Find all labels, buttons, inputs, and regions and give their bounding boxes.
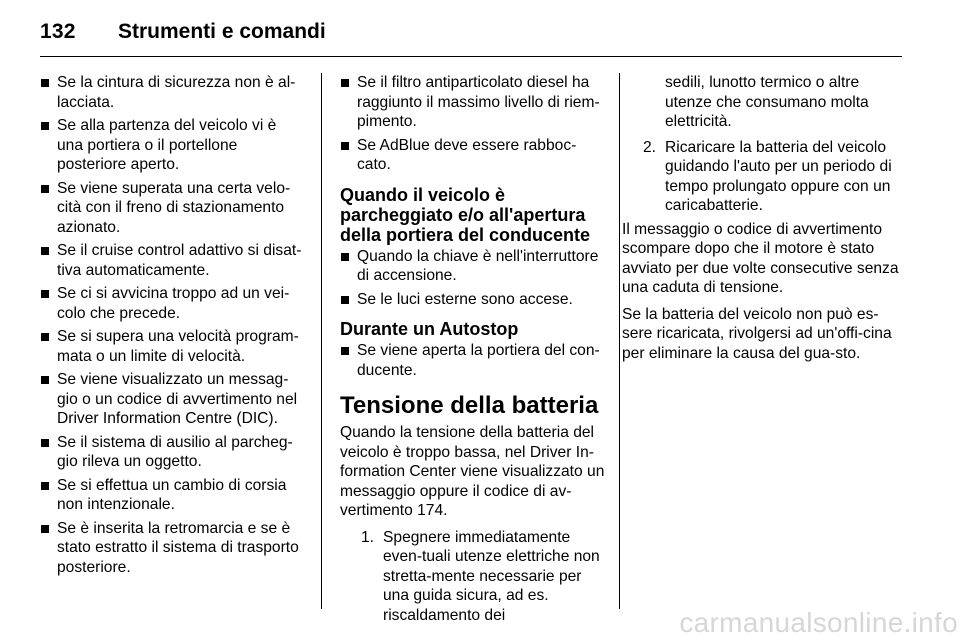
- warning-conditions-list-continued: [340, 73, 605, 175]
- page-number: 132: [40, 20, 76, 43]
- list-item: Quando la chiave è nell'interruttore di accensione.: [340, 247, 605, 286]
- column-divider-left: [321, 73, 322, 609]
- section-title-battery-voltage: Tensione della batteria: [340, 392, 599, 419]
- column-2: [340, 73, 605, 629]
- heading-autostop: Durante un Autostop: [340, 319, 519, 339]
- step-item: [340, 528, 605, 626]
- list-item: Se il filtro antiparticolato diesel ha raggiunto il massimo livello di riem-pimento.: [340, 73, 605, 132]
- page-title: Strumenti e comandi: [118, 20, 326, 43]
- page-header: [40, 16, 902, 57]
- heading-parked-vehicle: Quando il veicolo è parcheggiato e/o all'apertura della portiera del conducente: [340, 184, 591, 245]
- list-item: Se viene superata una certa velo-cità con il freno di stazionamento azionato.: [40, 179, 306, 238]
- autostop-conditions-list: [340, 341, 605, 380]
- step-number: 1.: [361, 528, 375, 546]
- battery-steps-list-continued: [622, 138, 903, 216]
- list-item: Se viene aperta la portiera del con-ducente.: [340, 341, 605, 380]
- warning-conditions-list: [40, 73, 306, 577]
- list-item: Se ci si avvicina troppo ad un vei-colo che precede.: [40, 284, 306, 323]
- list-item: Se alla partenza del veicolo vi è una portiera o il portellone posteriore aperto.: [40, 116, 306, 175]
- step-continuation: sedili, lunotto termico o altre utenze che consumano molta elettricità.: [665, 74, 869, 130]
- list-item: Se la cintura di sicurezza non è al-lacciata.: [40, 73, 306, 112]
- column-3: [622, 73, 903, 370]
- list-item: Se il cruise control adattivo si disat-tiva automaticamente.: [40, 241, 306, 280]
- column-1: [40, 73, 306, 581]
- parked-conditions-list: [340, 247, 605, 310]
- list-item: Se le luci esterne sono accese.: [340, 290, 605, 310]
- watermark: carmanualsonline.info: [679, 607, 958, 638]
- list-item: Se il sistema di ausilio al parcheg-gio rileva un oggetto.: [40, 433, 306, 472]
- list-item: Se viene visualizzato un messag-gio o un codice di avvertimento nel Driver Information Centre (DIC).: [40, 370, 306, 429]
- step-item: [622, 138, 903, 216]
- step-text: Spegnere immediatamente even-tuali utenze elettriche non stretta-mente necessarie per una guida sicura, ad es. riscaldamento dei: [383, 528, 600, 624]
- workshop-paragraph: Se la batteria del veicolo non può es-sere ricaricata, rivolgersi ad un'offi-cina per eliminare la causa del gua-sto.: [622, 305, 892, 362]
- list-item: Se AdBlue deve essere rabboc-cato.: [340, 136, 605, 175]
- step-number: 2.: [643, 138, 657, 156]
- step-text: Ricaricare la batteria del veicolo guidando l'auto per un periodo di tempo prolungato oppure con un caricabatterie.: [665, 138, 892, 214]
- list-item: Se è inserita la retromarcia e se è stato estratto il sistema di trasporto posteriore.: [40, 519, 306, 578]
- battery-steps-list: [340, 528, 605, 626]
- list-item: Se si effettua un cambio di corsia non intenzionale.: [40, 476, 306, 515]
- list-item: Se si supera una velocità program-mata o un limite di velocità.: [40, 327, 306, 366]
- battery-intro-paragraph: Quando la tensione della batteria del veicolo è troppo bassa, nel Driver In-formation Center viene visualizzato un messaggio oppure il codice di av-vertimento 174.: [340, 424, 605, 519]
- column-divider-right: [619, 73, 620, 609]
- warning-clear-paragraph: Il messaggio o codice di avvertimento scompare dopo che il motore è stato avviato per due volte consecutive senza una caduta di tensione.: [622, 220, 899, 296]
